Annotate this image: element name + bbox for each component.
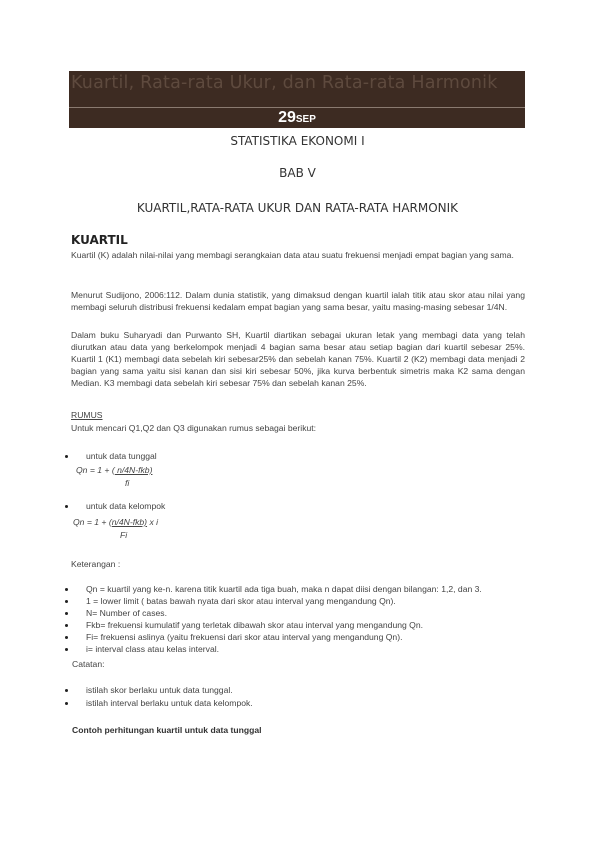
title-banner (69, 71, 525, 107)
formula-grouped (73, 517, 158, 527)
page-title: Kuartil, Rata-rata Ukur, dan Rata-rata Harmonik (71, 73, 498, 93)
chapter-heading: BAB V (279, 166, 316, 180)
list-item: i= interval class atau kelas interval. (86, 644, 220, 654)
keterangan-label: Keterangan : (71, 559, 121, 569)
catatan-label: Catatan: (72, 659, 105, 669)
formula-single (76, 465, 152, 475)
list-item: 1 = lower limit ( batas bawah nyata dari skor atau interval yang mengandung Qn). (86, 596, 396, 606)
formula-numerator: n/4N-fkb) (111, 517, 148, 527)
bullet-icon (65, 624, 68, 627)
list-item: istilah skor berlaku untuk data tunggal. (86, 685, 233, 695)
rumus-label: RUMUS (71, 410, 103, 420)
example-heading: Contoh perhitungan kuartil untuk data tunggal (72, 725, 262, 735)
paragraph-suharyadi: Dalam buku Suharyadi dan Purwanto SH, Kuartil diartikan sebagai ukuran letak yang membagi data yang telah diurutkan atau data yang berkelompok menjadi 4 bagian sama besar atau setiap bagian dari kuartil sebesar 25%. Kuartil 1 (K1) membagi data sebelah kiri sebesar25% dan sebelah kanan 75%. Kuartil 2 (K2) membagi data menjadi 2 bagian yang sama yaitu sisi kanan dan sisi kiri sebesar 50%, jika kurva berbentuk simetris maka K2 sama dengan Median. K3 membagi data sebelah kiri sebesar 75% dan sebelah kanan 25%. (71, 330, 525, 388)
date-bar (69, 108, 525, 128)
list-item: Qn = kuartil yang ke-n. karena titik kuartil ada tiga buah, maka n dapat diisi dengan bilangan: 1,2, dan 3. (86, 584, 482, 594)
paragraph-definition: Kuartil (K) adalah nilai-nilai yang membagi serangkaian data atau suatu frekuensi menjadi empat bagian yang sama. (71, 250, 514, 260)
list-item: Fkb= frekuensi kumulatif yang terletak dibawah skor atau interval yang mengandung Qn. (86, 620, 424, 630)
post-date (69, 109, 525, 127)
list-item: Fi= frekuensi aslinya (yaitu frekuensi dari skor atau interval yang mengandung Qn). (86, 632, 403, 642)
bullet-icon (65, 636, 68, 639)
bullet-icon (65, 600, 68, 603)
single-data-label: untuk data tunggal (86, 451, 157, 461)
list-item: istilah interval berlaku untuk data kelompok. (86, 698, 253, 708)
bullet-icon (65, 455, 68, 458)
rumus-intro: Untuk mencari Q1,Q2 dan Q3 digunakan rumus sebagai berikut: (71, 423, 317, 433)
section-heading: KUARTIL (71, 233, 128, 247)
date-day: 29 (278, 109, 296, 126)
bullet-icon (65, 612, 68, 615)
formula-denominator: Fi (120, 530, 128, 540)
list-item: N= Number of cases. (86, 608, 167, 618)
bullet-icon (65, 689, 68, 692)
bullet-icon (65, 505, 68, 508)
bullet-icon (65, 588, 68, 591)
course-heading: STATISTIKA EKONOMI I (230, 134, 365, 148)
date-month: SEP (295, 114, 316, 125)
formula-numerator: n/4N-fkb) (114, 465, 153, 475)
chapter-title: KUARTIL,RATA-RATA UKUR DAN RATA-RATA HARMONIK (136, 201, 459, 215)
paragraph-sudijono: Menurut Sudijono, 2006:112. Dalam dunia statistik, yang dimaksud dengan kuartil ialah titik atau skor atau nilai yang membagi seluruh distribusi frekuensi kedalam empat bagian yang sama besar, yaitu masing-masing sebesar 1/4N. (71, 290, 525, 312)
formula-lhs: Qn = 1 + ( (76, 465, 115, 475)
grouped-data-label: untuk data kelompok (86, 501, 166, 511)
formula-denominator: fi (125, 478, 130, 488)
formula-lhs: Qn = 1 + ( (73, 517, 112, 527)
bullet-icon (65, 648, 68, 651)
formula-suffix: x i (149, 517, 159, 527)
bullet-icon (65, 702, 68, 705)
